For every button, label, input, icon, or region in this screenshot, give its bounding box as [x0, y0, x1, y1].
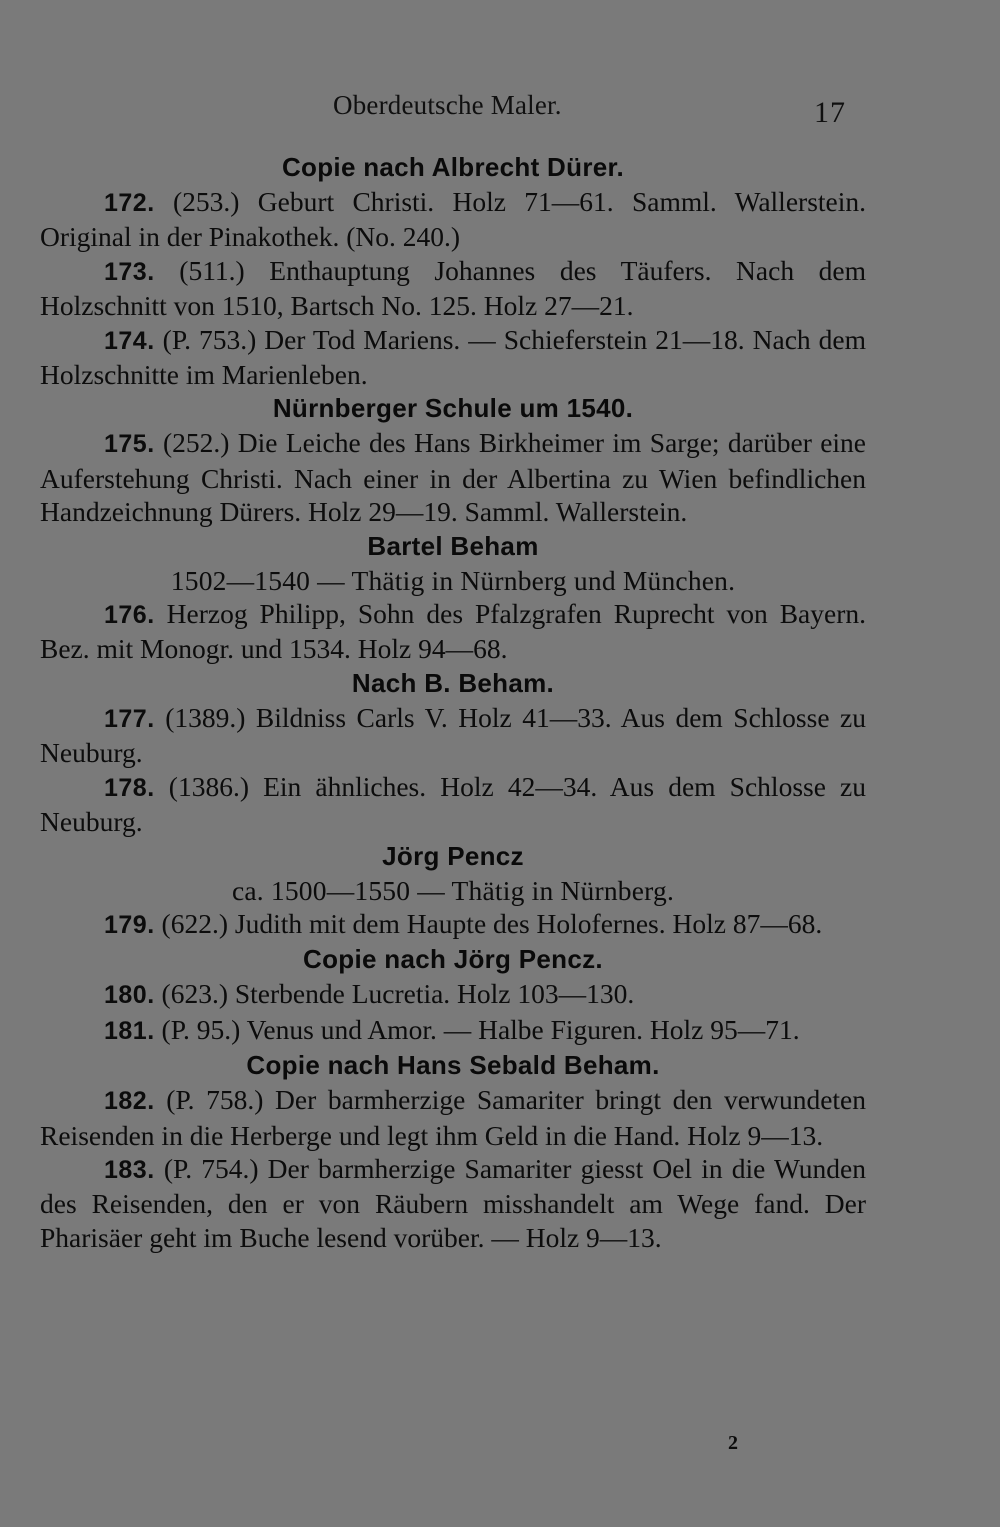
entry-text: (P. 95.) Venus und Amor. — Halbe Figuren. Holz 95—71.	[161, 1013, 800, 1045]
signature-mark: 2	[728, 1432, 738, 1454]
section-heading: Jörg Pencz	[382, 840, 524, 871]
catalogue-entry	[40, 701, 866, 770]
entry-text: (623.) Sterbende Lucretia. Holz 103—130.	[161, 978, 635, 1010]
catalogue-entry	[40, 977, 866, 1012]
section-heading: Nach B. Beham.	[351, 667, 555, 698]
entry-number: 183.	[104, 1155, 155, 1184]
catalogue-entry	[40, 1083, 866, 1152]
catalogue-entry	[40, 1152, 866, 1254]
entry-number: 173.	[104, 257, 155, 286]
entry-number: 172.	[104, 189, 155, 217]
entry-number: 181.	[104, 1016, 155, 1045]
catalogue-text	[40, 150, 866, 1254]
section-bartel-beham	[40, 529, 866, 666]
catalogue-entry	[40, 323, 866, 392]
entry-text: (P. 758.) Der barmherzige Samariter bringt den verwundeten Reisenden in die Herberge und legt ihm Geld in die Hand. Holz 9—13.	[40, 1084, 867, 1151]
section-nuernberger-schule	[40, 391, 866, 528]
section-heading: Copie nach Albrecht Dürer.	[281, 152, 625, 182]
entry-text: (1386.) Ein ähnliches. Holz 42—34. Aus dem Schlosse zu Neuburg.	[40, 770, 867, 838]
entry-text: (511.) Enthauptung Johannes des Täufers. Nach dem Holzschnitt von 1510, Bartsch No. 125. Holz 27—21.	[40, 254, 867, 322]
catalogue-entry	[40, 770, 866, 839]
entry-text: (253.) Geburt Christi. Holz 71—61. Samml. Wallerstein. Original in der Pinakothek. (No. 240.)	[40, 186, 867, 253]
catalogue-entry	[40, 185, 866, 254]
page-number: 17	[814, 96, 846, 129]
section-heading: Copie nach Jörg Pencz.	[303, 944, 603, 975]
entry-number: 180.	[104, 981, 155, 1010]
section-heading: Copie nach Hans Sebald Beham.	[246, 1050, 660, 1081]
entry-number: 178.	[104, 773, 155, 802]
catalogue-entry	[40, 597, 866, 666]
artist-dates: ca. 1500—1550 — Thätig in Nürnberg.	[231, 874, 675, 906]
catalogue-entry	[40, 1013, 866, 1048]
section-nach-b-beham	[40, 666, 866, 839]
entry-number: 174.	[104, 326, 155, 355]
entry-text: (P. 753.) Der Tod Mariens. — Schieferstein 21—18. Nach dem Holzschnitte im Marienleben.	[40, 323, 867, 391]
artist-dates: 1502—1540 — Thätig in Nürnberg und München.	[170, 564, 736, 596]
entry-text: (622.) Judith mit dem Haupte des Holofernes. Holz 87—68.	[161, 907, 823, 939]
entry-number: 179.	[104, 910, 155, 939]
section-joerg-pencz	[40, 839, 866, 943]
section-heading: Bartel Beham	[367, 530, 539, 561]
catalogue-entry	[40, 426, 866, 528]
entry-number: 182.	[104, 1087, 155, 1116]
entry-number: 175.	[104, 430, 155, 459]
catalogue-entry	[40, 907, 866, 942]
entry-text: (P. 754.) Der barmherzige Samariter giesst Oel in die Wunden des Reisenden, den er von Räubern misshandelt am Wege fand. Der Pharisäer geht im Buche lesend vorüber. — Holz 9—13.	[40, 1152, 867, 1253]
section-copie-duerer	[40, 150, 866, 391]
entry-text: (252.) Die Leiche des Hans Birkheimer im Sarge; darüber eine Auferstehung Christi. Nach einer in der Albertina zu Wien befindlichen Handzeichnung Dürers. Holz 29—19. Samml. Wallerstein.	[40, 427, 867, 528]
entry-number: 176.	[104, 601, 155, 630]
catalogue-entry	[40, 254, 866, 323]
entry-number: 177.	[104, 704, 155, 733]
section-heading: Nürnberger Schule um 1540.	[272, 393, 634, 424]
entry-text: (1389.) Bildniss Carls V. Holz 41—33. Aus dem Schlosse zu Neuburg.	[40, 701, 867, 769]
entry-text: Herzog Philipp, Sohn des Pfalzgrafen Ruprecht von Bayern. Bez. mit Monogr. und 1534. Holz 94—68.	[40, 598, 867, 665]
section-copie-pencz	[40, 942, 866, 1048]
section-copie-sebald-beham	[40, 1048, 866, 1254]
running-head-title: Oberdeutsche Maler.	[333, 90, 562, 120]
